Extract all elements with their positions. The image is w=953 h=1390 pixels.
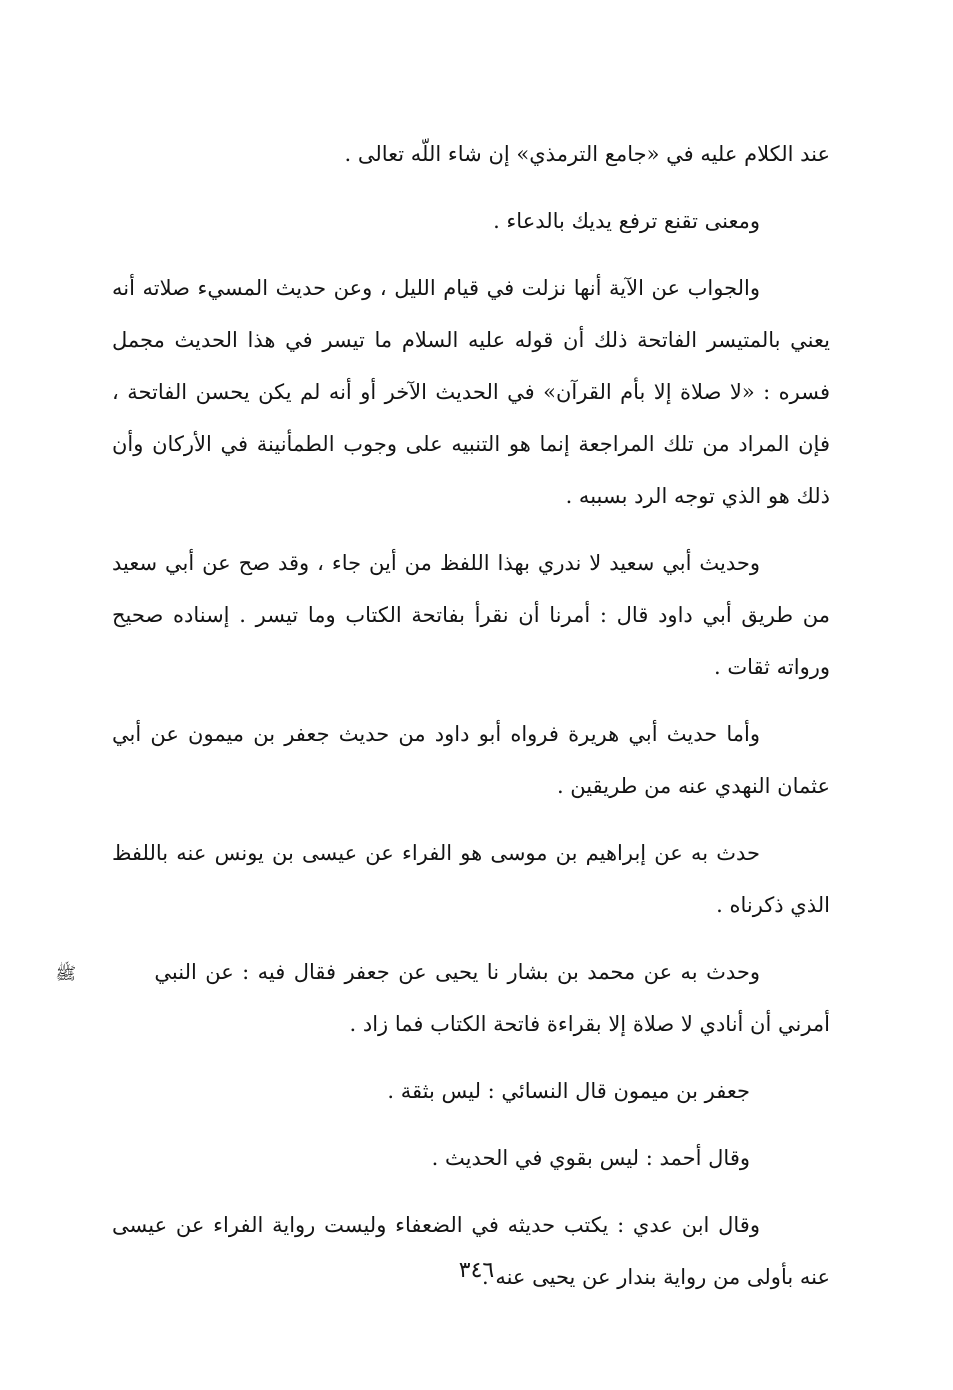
paragraph-9: وقال أحمد : ليس بقوي في الحديث . (431, 1146, 750, 1170)
paragraph-2: ومعنى تقنع ترفع يديك بالدعاء . (493, 209, 760, 233)
paragraph-7 (55, 946, 830, 1050)
paragraph-10: وقال ابن عدي : يكتب حديثه في الضعفاء وليست رواية الفراء عن عيسى عنه بأولى من رواية بندار عن يحيى عنه . (112, 1213, 830, 1289)
paragraph-7-end: أمرني أن أنادي لا صلاة إلا بقراءة فاتحة الكتاب فما زاد . (349, 1012, 830, 1036)
paragraph-5: وأما حديث أبي هريرة فرواه أبو داود من حديث جعفر بن ميمون عن أبي عثمان النهدي عنه من طريقين . (112, 722, 830, 798)
paragraph-1: عند الكلام عليه في «جامع الترمذي» إن شاء اللّه تعالى . (344, 142, 830, 166)
body-text (55, 128, 830, 1318)
paragraph-6: حدث به عن إبراهيم بن موسى هو الفراء عن عيسى بن يونس عنه باللفظ الذي ذكرناه . (112, 841, 830, 917)
salla-symbol: ﷺ (55, 963, 76, 984)
paragraph-4: وحديث أبي سعيد لا ندري بهذا اللفظ من أين جاء ، وقد صح عن أبي سعيد من طريق أبي داود قال : أمرنا أن نقرأ بفاتحة الكتاب وما تيسر . إسناده صحيح ورواته ثقات . (112, 551, 830, 679)
paragraph-8: جعفر بن ميمون قال النسائي : ليس بثقة . (387, 1079, 750, 1103)
page-number: ٣٤٦ (458, 1258, 495, 1283)
paragraph-3: والجواب عن الآية أنها نزلت في قيام الليل ، وعن حديث المسيء صلاته أنه يعني بالمتيسر الفاتحة ذلك أن قوله عليه السلام ما تيسر في هذا الحديث مجمل فسره : «لا صلاة إلا بأم القرآن» في الحديث الآخر أو أنه لم يكن يحسن الفاتحة ، فإن المراد من تلك المراجعة إنما هو التنبيه على وجوب الطمأنينة في الأركان وأن ذلك هو الذي توجه الرد بسببه . (112, 276, 830, 508)
paragraph-7-start: وحدث به عن محمد بن بشار نا يحيى عن جعفر فقال فيه : عن النبي (154, 960, 760, 984)
